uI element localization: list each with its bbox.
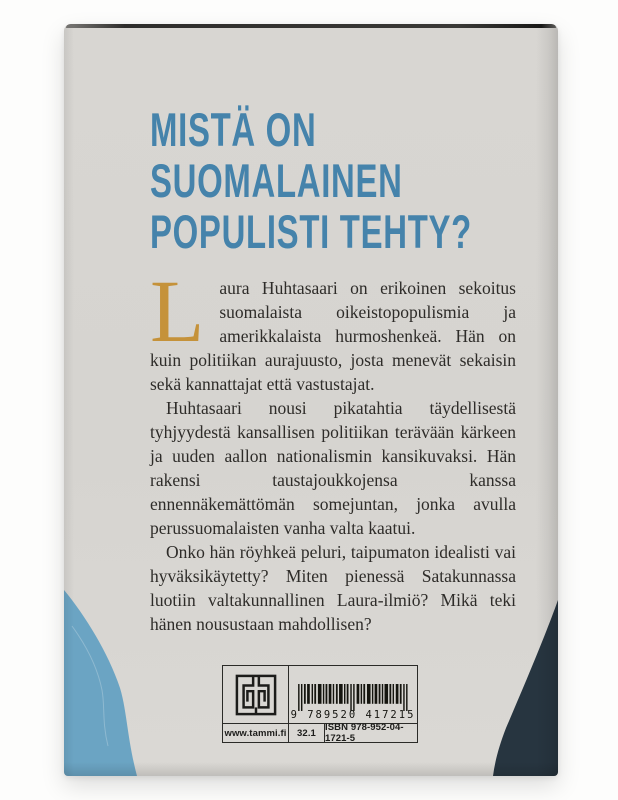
blurb-paragraph-3: Onko hän röyhkeä peluri, taipumaton idealisti vai hyväksikäytetty? Miten pienessä Satakunnassa luotiin valtakunnallinen Laura-ilmiö? Mikä teki hänen nousustaan mahdollisen? [150, 542, 516, 634]
ean-barcode-bars-icon [297, 684, 409, 711]
book-top-edge [66, 24, 556, 28]
headline-line-1: MISTÄ ON [150, 103, 317, 156]
isbn-number: ISBN 978-952-04-1721-5 [325, 722, 404, 744]
blurb-paragraph-2: Huhtasaari nousi pikatahtia täydellisestä tyhjyydestä kansallisen politiikan terävään kärkeen ja uuden aallon nationalismin kansikuvaksi. Hän rakensi taustajoukkojensa kanssa ennennäkemättömän somejuntan, jonka avulla perussuomalaisten vanha valta kaatui. [150, 398, 516, 538]
library-class-code: 32.1 [289, 724, 325, 742]
headline-line-3: POPULISTI TEHTY? [150, 205, 472, 258]
blurb-paragraph-1-text: aura Huhtasaari on erikoinen sekoitus suomalaista oikeistopopulismia ja amerikkalaista hurmoshenkeä. Hän on kuin politiikan aurajuusto, josta menevät sekaisin sekä kannattajat että vastustajat. [150, 278, 516, 394]
publisher-website: www.tammi.fi [223, 724, 289, 742]
drop-cap-letter: L [150, 263, 205, 361]
book-back-cover [64, 24, 558, 776]
tammi-labyrinth-logo-icon [235, 674, 277, 716]
headline-line-2: SUOMALAINEN [150, 154, 403, 207]
barcode-box-bottom-row [223, 723, 417, 742]
cover-art-blue-shape [64, 590, 146, 776]
back-cover-blurb [150, 263, 516, 636]
ean-barcode [289, 666, 417, 723]
blurb-paragraph-1 [150, 263, 516, 396]
barcode-box-top-row [223, 666, 417, 723]
publisher-logo-cell [223, 666, 289, 723]
ean-barcode-digits: 9 789520 417215 [290, 709, 416, 721]
back-cover-headline [150, 104, 472, 257]
barcode-box [222, 665, 418, 743]
